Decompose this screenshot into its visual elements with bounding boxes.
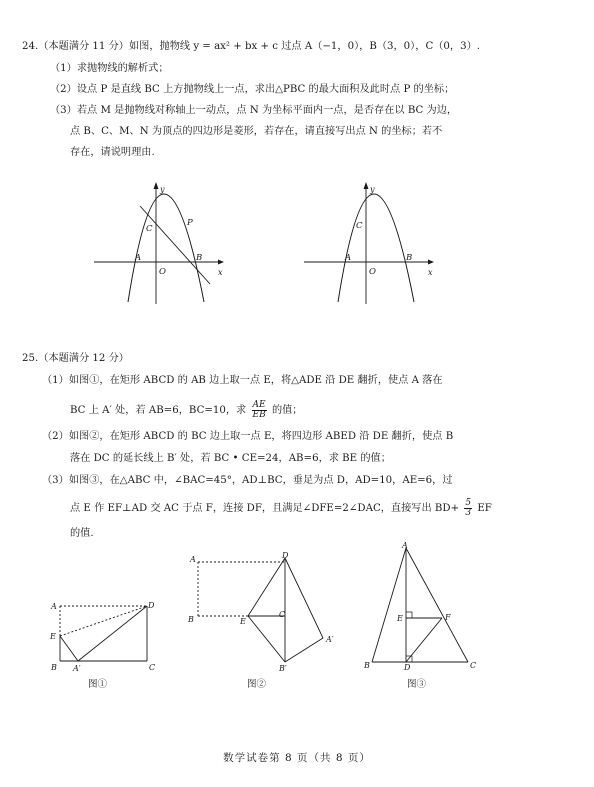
q25-part3-line3: 的值. xyxy=(70,528,94,539)
x-axis-arrow xyxy=(428,260,434,265)
q24-part3-line1: （3）若点 M 是抛物线对称轴上一动点，点 N 为坐标平面内一点，是否存在以 BC 为边， xyxy=(50,105,458,116)
label-o: O xyxy=(369,267,376,277)
label-b-prime: B′ xyxy=(279,664,287,673)
q24-figure-1 xyxy=(90,180,230,310)
q25-part1-line2-end: 的值； xyxy=(271,405,303,416)
q25-part3-line1: （3）如图③，在△ABC 中，∠BAC=45°，AD⊥BC，垂足为点 D，AD=10，AE=6，过 xyxy=(42,475,453,486)
parabola xyxy=(338,194,414,302)
label-c: C xyxy=(279,610,286,619)
label-d: D xyxy=(404,663,411,672)
label-b: B xyxy=(188,615,194,624)
label-a: A xyxy=(190,555,196,564)
label-y: y xyxy=(370,185,375,194)
caption-figure-3: 图③ xyxy=(407,679,427,690)
q24-part3-line2: 点 B、C、M、N 为顶点的四边形是菱形，若存在，请直接写出点 N 的坐标；若不 xyxy=(70,126,443,137)
label-x: x xyxy=(218,268,223,277)
q25-part3-line2-text: 点 E 作 EF⊥AD 交 AC 于点 F，连接 DF，且满足∠DFE=2∠DAC，直接写出 BD+ xyxy=(70,503,460,514)
fraction-denominator: EB xyxy=(252,409,266,420)
label-d: D xyxy=(282,551,289,560)
fraction-numerator: AE xyxy=(252,399,266,410)
caption-figure-2: 图② xyxy=(247,679,267,690)
q25-part2-line2: 落在 DC 的延长线上 B′ 处，若 BC • CE=24，AB=6，求 BE 的值； xyxy=(70,453,391,464)
q25-stem: 25.（本题满分 12 分） xyxy=(22,353,129,364)
q24-part3-line3: 存在，请说明理由. xyxy=(70,147,155,158)
label-a: A xyxy=(345,253,352,263)
label-b: B xyxy=(406,253,413,263)
q24-part1: （1）求抛物线的解析式； xyxy=(50,63,169,74)
label-e: E xyxy=(397,614,403,623)
fraction-ae-eb xyxy=(252,401,267,420)
label-c: C xyxy=(356,221,363,231)
q24-part2: （2）设点 P 是直线 BC 上方抛物线上一点，求出△PBC 的最大面积及此时点 P 的坐标； xyxy=(50,84,455,95)
label-c: C xyxy=(146,224,153,234)
q25-part1-line2-text: BC 上 A′ 处，若 AB=6，BC=10，求 xyxy=(70,405,247,416)
q25-part3-line2 xyxy=(70,498,492,520)
q24-figure-2 xyxy=(300,180,440,310)
label-f: F xyxy=(445,613,451,622)
label-a-prime: A′ xyxy=(73,664,81,673)
label-d: D xyxy=(148,601,155,610)
q25-part1-line2 xyxy=(70,400,303,422)
label-a: A xyxy=(51,602,57,611)
q25-figure-2 xyxy=(180,550,340,680)
label-a: A xyxy=(402,541,408,550)
label-b: B xyxy=(196,253,203,263)
q25-figure-1 xyxy=(45,598,165,678)
y-axis-arrow xyxy=(364,182,369,189)
parabola xyxy=(128,194,204,302)
label-b: B xyxy=(51,663,57,672)
label-o: O xyxy=(159,267,166,277)
y-axis-arrow xyxy=(154,182,159,189)
label-y: y xyxy=(160,185,165,194)
q25-part1-line1: （1）如图①，在矩形 ABCD 的 AB 边上取一点 E，将△ADE 沿 DE 翻折，使点 A 落在 xyxy=(42,375,443,386)
fraction-numerator: 5 xyxy=(465,497,472,508)
fraction-5-3 xyxy=(464,499,472,518)
label-b: B xyxy=(364,661,370,670)
page-footer: 数学试卷第 8 页（共 8 页） xyxy=(223,752,371,764)
q25-part2-line1: （2）如图②，在矩形 ABCD 的 BC 边上取一点 E，将四边形 ABED 沿 DE 翻折，使点 B xyxy=(42,431,454,442)
caption-figure-1: 图① xyxy=(88,679,108,690)
q25-figure-3 xyxy=(360,540,490,670)
line-bc xyxy=(140,206,210,284)
label-a-prime: A′ xyxy=(326,635,334,644)
label-c: C xyxy=(149,663,156,672)
q24-stem: 24.（本题满分 11 分）如图，抛物线 y = ax² + bx + c 过点 A（−1，0），B（3，0），C（0，3）. xyxy=(22,41,480,52)
label-p: P xyxy=(187,218,193,228)
label-a: A xyxy=(135,253,142,263)
label-e: E xyxy=(240,617,246,626)
q25-part3-line2-end: EF xyxy=(477,503,492,514)
fraction-denominator: 3 xyxy=(465,507,472,518)
x-axis-arrow xyxy=(218,260,224,265)
label-e: E xyxy=(50,632,56,641)
label-x: x xyxy=(428,268,433,277)
label-c: C xyxy=(470,661,477,670)
